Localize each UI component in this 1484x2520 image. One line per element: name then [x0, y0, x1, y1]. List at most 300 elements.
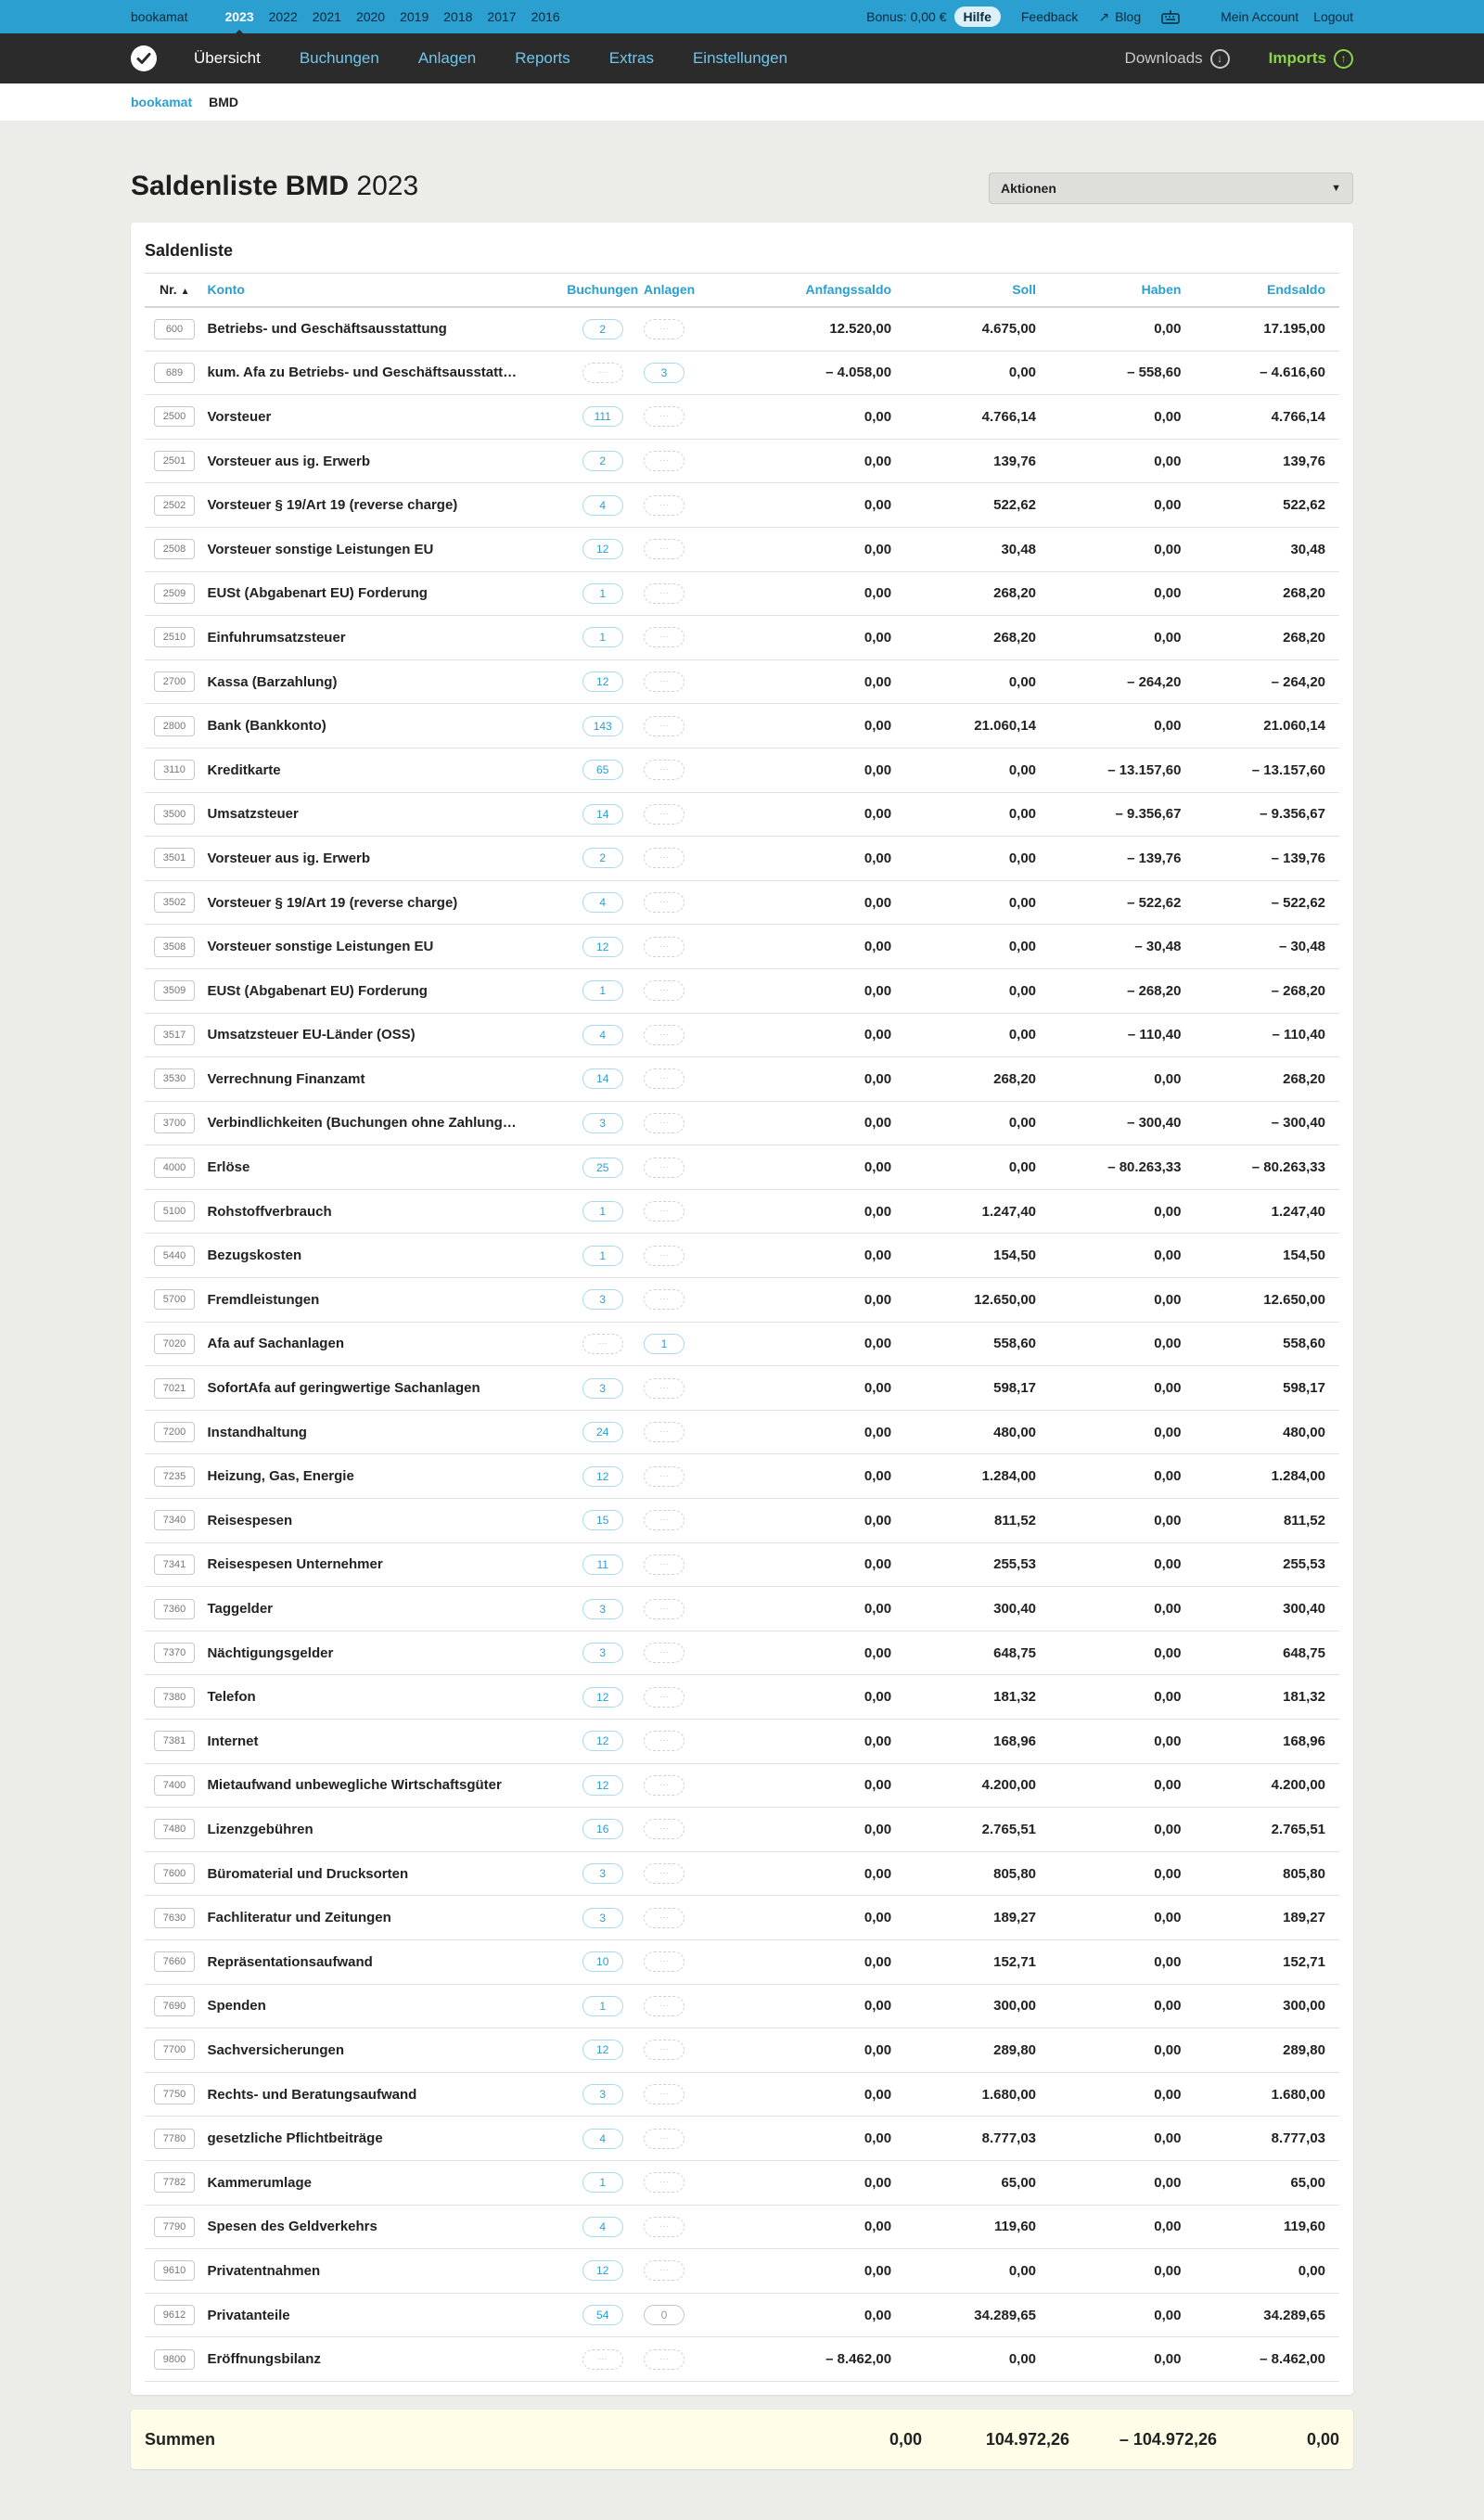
blog-link[interactable] — [1098, 9, 1141, 25]
haben-value: 0,00 — [1050, 439, 1195, 483]
account-number-cell — [145, 659, 207, 704]
buchungen-count[interactable]: 2 — [582, 848, 623, 868]
account-name[interactable]: Reisespesen Unternehmer — [207, 1542, 561, 1587]
col-anfangssaldo[interactable]: Anfangssaldo — [730, 274, 905, 307]
endsaldo-value: 0,00 — [1195, 2249, 1339, 2294]
table-row[interactable] — [145, 351, 1339, 395]
buchungen-count[interactable]: 54 — [582, 2305, 623, 2325]
breadcrumb-home[interactable]: bookamat — [131, 95, 193, 109]
anfangssaldo-value: 0,00 — [730, 2117, 905, 2161]
account-number: 2700 — [154, 672, 195, 692]
arrow-up-right-icon: ↗ — [1098, 8, 1110, 24]
buchungen-cell — [561, 1631, 644, 1675]
saldenliste-card — [131, 223, 1353, 2395]
anfangssaldo-value: 0,00 — [730, 616, 905, 660]
account-number-cell — [145, 483, 207, 528]
account-number-cell — [145, 1366, 207, 1411]
account-number: 5440 — [154, 1246, 195, 1266]
account-name[interactable]: Umsatzsteuer — [207, 792, 561, 837]
table-row[interactable] — [145, 1410, 1339, 1454]
soll-value: 0,00 — [905, 2249, 1050, 2294]
table-row[interactable] — [145, 483, 1339, 528]
year-2023[interactable]: 2023 — [224, 9, 254, 24]
buchungen-count[interactable]: 4 — [582, 495, 623, 516]
buchungen-count[interactable]: 1 — [582, 627, 623, 647]
table-row[interactable] — [145, 2117, 1339, 2161]
table-row[interactable] — [145, 748, 1339, 792]
account-name[interactable]: Rohstoffverbrauch — [207, 1189, 561, 1234]
buchungen-count[interactable]: 2 — [582, 451, 623, 471]
buchungen-count[interactable]: 1 — [582, 1246, 623, 1266]
haben-value: – 80.263,33 — [1050, 1145, 1195, 1190]
account-name[interactable]: Fremdleistungen — [207, 1278, 561, 1323]
year-2022[interactable]: 2022 — [268, 9, 298, 24]
soll-value: 598,17 — [905, 1366, 1050, 1411]
account-name[interactable]: Reisespesen — [207, 1499, 561, 1543]
endsaldo-value: – 300,40 — [1195, 1101, 1339, 1145]
account-number-cell — [145, 1278, 207, 1323]
account-name[interactable]: Fachliteratur und Zeitungen — [207, 1896, 561, 1940]
nav-uebersicht[interactable]: Übersicht — [194, 49, 261, 67]
account-name[interactable]: EUSt (Abgabenart EU) Forderung — [207, 968, 561, 1013]
soll-value: 268,20 — [905, 1057, 1050, 1102]
buchungen-count[interactable]: 25 — [582, 1158, 623, 1178]
anlagen-count[interactable]: 1 — [644, 1334, 684, 1354]
account-name[interactable]: Rechts- und Beratungsaufwand — [207, 2072, 561, 2117]
account-name[interactable]: Kassa (Barzahlung) — [207, 659, 561, 704]
account-number: 7600 — [154, 1863, 195, 1884]
nav-reports[interactable]: Reports — [515, 49, 570, 67]
haben-value: 0,00 — [1050, 1939, 1195, 1984]
table-row[interactable] — [145, 880, 1339, 925]
nav-buchungen[interactable]: Buchungen — [299, 49, 379, 67]
table-row[interactable] — [145, 1499, 1339, 1543]
buchungen-count[interactable]: 24 — [582, 1422, 623, 1442]
buchungen-count[interactable]: 3 — [582, 1908, 623, 1928]
table-row[interactable] — [145, 659, 1339, 704]
buchungen-count[interactable]: 3 — [582, 2084, 623, 2104]
col-konto[interactable]: Konto — [207, 274, 561, 307]
endsaldo-value: – 264,20 — [1195, 659, 1339, 704]
buchungen-count[interactable]: 3 — [582, 1643, 623, 1663]
buchungen-count[interactable]: 10 — [582, 1951, 623, 1972]
account-name[interactable]: Umsatzsteuer EU-Länder (OSS) — [207, 1013, 561, 1057]
anlagen-cell — [644, 2117, 730, 2161]
haben-value: 0,00 — [1050, 1896, 1195, 1940]
anlagen-empty: ··· — [644, 2040, 684, 2060]
account-name[interactable]: Verrechnung Finanzamt — [207, 1057, 561, 1102]
endsaldo-value: 181,32 — [1195, 1675, 1339, 1720]
col-endsaldo[interactable]: Endsaldo — [1195, 274, 1339, 307]
table-row[interactable] — [145, 1013, 1339, 1057]
buchungen-count[interactable]: 1 — [582, 1996, 623, 2016]
account-number-cell — [145, 1410, 207, 1454]
endsaldo-value: 1.680,00 — [1195, 2072, 1339, 2117]
buchungen-cell — [561, 351, 644, 395]
account-name[interactable]: Afa auf Sachanlagen — [207, 1322, 561, 1366]
account-name[interactable]: Mietaufwand unbewegliche Wirtschaftsgüter — [207, 1763, 561, 1808]
help-button[interactable]: Hilfe — [954, 6, 1001, 27]
brand-link[interactable]: bookamat — [131, 9, 188, 24]
buchungen-count[interactable]: 4 — [582, 2129, 623, 2149]
buchungen-count[interactable]: 12 — [582, 1687, 623, 1708]
buchungen-count[interactable]: 12 — [582, 1775, 623, 1796]
account-number-cell — [145, 439, 207, 483]
account-number: 7480 — [154, 1819, 195, 1839]
account-name[interactable]: Lizenzgebühren — [207, 1808, 561, 1852]
account-name[interactable]: Sachversicherungen — [207, 2028, 561, 2073]
keyboard-icon[interactable] — [1161, 9, 1180, 24]
table-row[interactable] — [145, 1454, 1339, 1499]
table-row[interactable] — [145, 1542, 1339, 1587]
anfangssaldo-value: 0,00 — [730, 880, 905, 925]
buchungen-count[interactable]: 3 — [582, 1863, 623, 1884]
endsaldo-value: 168,96 — [1195, 1720, 1339, 1764]
anlagen-cell — [644, 1896, 730, 1940]
account-name[interactable]: Taggelder — [207, 1587, 561, 1631]
anlagen-empty: ··· — [644, 1599, 684, 1619]
account-name[interactable]: SofortAfa auf geringwertige Sachanlagen — [207, 1366, 561, 1411]
buchungen-count[interactable]: 1 — [582, 1201, 623, 1222]
anlagen-cell — [644, 616, 730, 660]
anlagen-cell — [644, 925, 730, 969]
buchungen-count[interactable]: 3 — [582, 1599, 623, 1619]
haben-value: 0,00 — [1050, 1322, 1195, 1366]
table-row[interactable] — [145, 1939, 1339, 1984]
anfangssaldo-value: 0,00 — [730, 925, 905, 969]
buchungen-empty: ··· — [582, 363, 623, 383]
endsaldo-value: 119,60 — [1195, 2205, 1339, 2249]
anfangssaldo-value: – 8.462,00 — [730, 2337, 905, 2382]
haben-value: 0,00 — [1050, 1057, 1195, 1102]
buchungen-count[interactable]: 12 — [582, 1731, 623, 1751]
table-row[interactable] — [145, 2028, 1339, 2073]
year-2016[interactable]: 2016 — [531, 9, 560, 24]
table-row[interactable] — [145, 439, 1339, 483]
col-haben[interactable]: Haben — [1050, 274, 1195, 307]
buchungen-count[interactable]: 12 — [582, 539, 623, 559]
summen-anfangssaldo: 0,00 — [889, 2430, 922, 2449]
anlagen-empty: ··· — [644, 2084, 684, 2104]
nav-anlagen[interactable]: Anlagen — [417, 49, 477, 67]
anfangssaldo-value: 0,00 — [730, 1631, 905, 1675]
account-name[interactable]: Vorsteuer § 19/Art 19 (reverse charge) — [207, 880, 561, 925]
bonus-link[interactable]: Bonus: 0,00 € — [866, 9, 947, 24]
endsaldo-value: – 30,48 — [1195, 925, 1339, 969]
anlagen-empty: ··· — [644, 1113, 684, 1133]
anfangssaldo-value: 0,00 — [730, 837, 905, 881]
buchungen-count[interactable]: 3 — [582, 1378, 623, 1399]
haben-value: 0,00 — [1050, 2160, 1195, 2205]
anlagen-cell — [644, 659, 730, 704]
table-row[interactable] — [145, 1587, 1339, 1631]
table-row[interactable] — [145, 2249, 1339, 2294]
anlagen-cell — [644, 2072, 730, 2117]
table-row[interactable] — [145, 616, 1339, 660]
anlagen-cell — [644, 968, 730, 1013]
table-row[interactable] — [145, 1234, 1339, 1278]
account-number: 2800 — [154, 716, 195, 736]
table-row[interactable] — [145, 1631, 1339, 1675]
account-name[interactable]: Vorsteuer sonstige Leistungen EU — [207, 925, 561, 969]
account-number-cell — [145, 1145, 207, 1190]
anlagen-cell — [644, 1499, 730, 1543]
account-name[interactable]: Telefon — [207, 1675, 561, 1720]
soll-value: 139,76 — [905, 439, 1050, 483]
endsaldo-value: 65,00 — [1195, 2160, 1339, 2205]
anfangssaldo-value: 0,00 — [730, 704, 905, 748]
anlagen-empty: ··· — [644, 2172, 684, 2193]
table-row[interactable] — [145, 1720, 1339, 1764]
anlagen-empty: ··· — [644, 2349, 684, 2370]
buchungen-count[interactable]: 1 — [582, 980, 623, 1001]
haben-value: 0,00 — [1050, 1631, 1195, 1675]
buchungen-count[interactable]: 12 — [582, 2040, 623, 2060]
anlagen-cell — [644, 439, 730, 483]
table-row[interactable] — [145, 2072, 1339, 2117]
account-name[interactable]: Privatentnahmen — [207, 2249, 561, 2294]
col-anlagen[interactable]: Anlagen — [644, 274, 730, 307]
soll-value: 2.765,51 — [905, 1808, 1050, 1852]
haben-value: – 300,40 — [1050, 1101, 1195, 1145]
endsaldo-value: 4.200,00 — [1195, 1763, 1339, 1808]
buchungen-count[interactable]: 12 — [582, 672, 623, 692]
table-row[interactable] — [145, 527, 1339, 571]
buchungen-count[interactable]: 12 — [582, 1466, 623, 1487]
table-row[interactable] — [145, 925, 1339, 969]
account-name[interactable]: Vorsteuer — [207, 395, 561, 440]
soll-value: 21.060,14 — [905, 704, 1050, 748]
account-name[interactable]: gesetzliche Pflichtbeiträge — [207, 2117, 561, 2161]
account-name[interactable]: Nächtigungsgelder — [207, 1631, 561, 1675]
anfangssaldo-value: 0,00 — [730, 1896, 905, 1940]
table-row[interactable] — [145, 704, 1339, 748]
endsaldo-value: 189,27 — [1195, 1896, 1339, 1940]
buchungen-count[interactable]: 16 — [582, 1819, 623, 1839]
anlagen-count[interactable]: 3 — [644, 363, 684, 383]
buchungen-count[interactable]: 12 — [582, 2260, 623, 2281]
account-name[interactable]: Repräsentationsaufwand — [207, 1939, 561, 1984]
table-row[interactable] — [145, 1145, 1339, 1190]
table-row[interactable] — [145, 2205, 1339, 2249]
table-row[interactable] — [145, 1851, 1339, 1896]
nav-einstellungen[interactable]: Einstellungen — [692, 49, 788, 67]
account-name[interactable]: Kammerumlage — [207, 2160, 561, 2205]
account-number-cell — [145, 2337, 207, 2382]
buchungen-count[interactable]: 12 — [582, 937, 623, 957]
buchungen-count[interactable]: 14 — [582, 1068, 623, 1089]
account-name[interactable]: Spesen des Geldverkehrs — [207, 2205, 561, 2249]
anfangssaldo-value: 0,00 — [730, 659, 905, 704]
table-row[interactable] — [145, 968, 1339, 1013]
anlagen-cell — [644, 880, 730, 925]
haben-value: 0,00 — [1050, 527, 1195, 571]
haben-value: 0,00 — [1050, 2337, 1195, 2382]
year-2019[interactable]: 2019 — [400, 9, 429, 24]
year-2021[interactable]: 2021 — [312, 9, 341, 24]
table-row[interactable] — [145, 395, 1339, 440]
buchungen-count[interactable]: 11 — [582, 1554, 623, 1575]
table-row[interactable] — [145, 837, 1339, 881]
endsaldo-value: 522,62 — [1195, 483, 1339, 528]
soll-value: 255,53 — [905, 1542, 1050, 1587]
table-row[interactable] — [145, 792, 1339, 837]
haben-value: 0,00 — [1050, 1808, 1195, 1852]
account-number-cell — [145, 2293, 207, 2337]
account-number-cell — [145, 1984, 207, 2028]
account-link[interactable]: Mein Account — [1221, 9, 1299, 24]
soll-value: 189,27 — [905, 1896, 1050, 1940]
account-number: 7630 — [154, 1908, 195, 1928]
anlagen-cell — [644, 1057, 730, 1102]
account-number: 3500 — [154, 804, 195, 825]
actions-dropdown[interactable] — [989, 173, 1353, 204]
buchungen-count[interactable]: 4 — [582, 2217, 623, 2237]
anlagen-empty: ··· — [644, 980, 684, 1001]
table-row[interactable] — [145, 1057, 1339, 1102]
table-row[interactable] — [145, 2160, 1339, 2205]
haben-value: 0,00 — [1050, 307, 1195, 352]
account-number-cell — [145, 616, 207, 660]
table-row[interactable] — [145, 571, 1339, 616]
account-number: 7782 — [154, 2172, 195, 2193]
soll-value: 648,75 — [905, 1631, 1050, 1675]
anfangssaldo-value: 0,00 — [730, 1278, 905, 1323]
table-row[interactable] — [145, 1101, 1339, 1145]
account-name[interactable]: Vorsteuer aus ig. Erwerb — [207, 837, 561, 881]
account-number-cell — [145, 792, 207, 837]
feedback-link[interactable]: Feedback — [1020, 9, 1079, 24]
haben-value: – 522,62 — [1050, 880, 1195, 925]
table-row[interactable] — [145, 1366, 1339, 1411]
account-name[interactable]: Bank (Bankkonto) — [207, 704, 561, 748]
account-name[interactable]: Vorsteuer sonstige Leistungen EU — [207, 527, 561, 571]
table-row[interactable] — [145, 1189, 1339, 1234]
account-number: 7360 — [154, 1599, 195, 1619]
buchungen-count[interactable]: 3 — [582, 1289, 623, 1310]
soll-value: 0,00 — [905, 968, 1050, 1013]
buchungen-cell — [561, 1587, 644, 1631]
downloads-button[interactable] — [1125, 49, 1230, 69]
account-name[interactable]: Verbindlichkeiten (Buchungen ohne Zahlung… — [207, 1101, 561, 1145]
buchungen-count[interactable]: 1 — [582, 2172, 623, 2193]
buchungen-count[interactable]: 111 — [582, 406, 623, 427]
buchungen-count[interactable]: 15 — [582, 1510, 623, 1530]
buchungen-count[interactable]: 14 — [582, 804, 623, 825]
anlagen-cell — [644, 395, 730, 440]
col-buchungen[interactable]: Buchungen — [561, 274, 644, 307]
logout-link[interactable]: Logout — [1313, 9, 1353, 24]
account-number: 7400 — [154, 1775, 195, 1796]
buchungen-count[interactable]: 2 — [582, 319, 623, 339]
anfangssaldo-value: 0,00 — [730, 1720, 905, 1764]
buchungen-cell — [561, 439, 644, 483]
endsaldo-value: – 522,62 — [1195, 880, 1339, 925]
account-name[interactable]: Internet — [207, 1720, 561, 1764]
anlagen-empty: ··· — [644, 1025, 684, 1045]
account-number-cell — [145, 968, 207, 1013]
year-2018[interactable]: 2018 — [443, 9, 473, 24]
year-2017[interactable]: 2017 — [487, 9, 517, 24]
year-2020[interactable]: 2020 — [355, 9, 386, 24]
table-row[interactable] — [145, 1984, 1339, 2028]
account-name[interactable]: Bezugskosten — [207, 1234, 561, 1278]
anlagen-cell — [644, 1145, 730, 1190]
table-row[interactable] — [145, 1278, 1339, 1323]
buchungen-cell — [561, 1454, 644, 1499]
account-number-cell — [145, 837, 207, 881]
account-name[interactable]: Erlöse — [207, 1145, 561, 1190]
table-row[interactable] — [145, 1808, 1339, 1852]
buchungen-cell — [561, 968, 644, 1013]
account-number: 7700 — [154, 2040, 195, 2060]
table-row[interactable] — [145, 307, 1339, 352]
buchungen-cell — [561, 1410, 644, 1454]
buchungen-count[interactable]: 143 — [582, 716, 623, 736]
table-row[interactable] — [145, 2293, 1339, 2337]
account-name[interactable]: EUSt (Abgabenart EU) Forderung — [207, 571, 561, 616]
anlagen-empty: ··· — [644, 1775, 684, 1796]
account-name[interactable]: Heizung, Gas, Energie — [207, 1454, 561, 1499]
account-name[interactable]: Betriebs- und Geschäftsausstattung — [207, 307, 561, 352]
summen-label: Summen — [145, 2430, 216, 2449]
nav-extras[interactable]: Extras — [608, 49, 654, 67]
account-name[interactable]: Privatanteile — [207, 2293, 561, 2337]
account-name[interactable]: Instandhaltung — [207, 1410, 561, 1454]
table-row[interactable] — [145, 1322, 1339, 1366]
buchungen-count[interactable]: 4 — [582, 892, 623, 913]
table-row[interactable] — [145, 1675, 1339, 1720]
account-name[interactable]: Spenden — [207, 1984, 561, 2028]
account-number: 7370 — [154, 1643, 195, 1663]
buchungen-cell — [561, 704, 644, 748]
account-number-cell — [145, 1808, 207, 1852]
table-row[interactable] — [145, 1763, 1339, 1808]
page-title — [131, 171, 418, 202]
account-name[interactable]: Büromaterial und Drucksorten — [207, 1851, 561, 1896]
table-row[interactable] — [145, 2337, 1339, 2382]
buchungen-cell — [561, 2249, 644, 2294]
table-row[interactable] — [145, 1896, 1339, 1940]
account-name[interactable]: Eröffnungsbilanz — [207, 2337, 561, 2382]
account-name[interactable]: Einfuhrumsatzsteuer — [207, 616, 561, 660]
account-number-cell — [145, 1322, 207, 1366]
col-soll[interactable]: Soll — [905, 274, 1050, 307]
buchungen-count[interactable]: 1 — [582, 583, 623, 604]
endsaldo-value: 152,71 — [1195, 1939, 1339, 1984]
account-name[interactable]: Kreditkarte — [207, 748, 561, 792]
breadcrumb — [0, 83, 1484, 121]
buchungen-count[interactable]: 3 — [582, 1113, 623, 1133]
anlagen-count[interactable]: 0 — [644, 2305, 684, 2325]
imports-button[interactable] — [1269, 49, 1353, 69]
haben-value: – 110,40 — [1050, 1013, 1195, 1057]
anlagen-empty: ··· — [644, 892, 684, 913]
account-name[interactable]: Vorsteuer § 19/Art 19 (reverse charge) — [207, 483, 561, 528]
buchungen-count[interactable]: 4 — [582, 1025, 623, 1045]
anfangssaldo-value: 0,00 — [730, 1499, 905, 1543]
account-name[interactable]: Vorsteuer aus ig. Erwerb — [207, 439, 561, 483]
anlagen-empty: ··· — [644, 1510, 684, 1530]
buchungen-cell — [561, 395, 644, 440]
account-number-cell — [145, 1896, 207, 1940]
logo-check-icon[interactable] — [131, 45, 157, 71]
buchungen-count[interactable]: 65 — [582, 760, 623, 780]
haben-value: 0,00 — [1050, 483, 1195, 528]
account-number: 3501 — [154, 848, 195, 868]
col-nr[interactable] — [145, 274, 207, 307]
account-name[interactable]: kum. Afa zu Betriebs- und Geschäftsausstatt… — [207, 351, 561, 395]
